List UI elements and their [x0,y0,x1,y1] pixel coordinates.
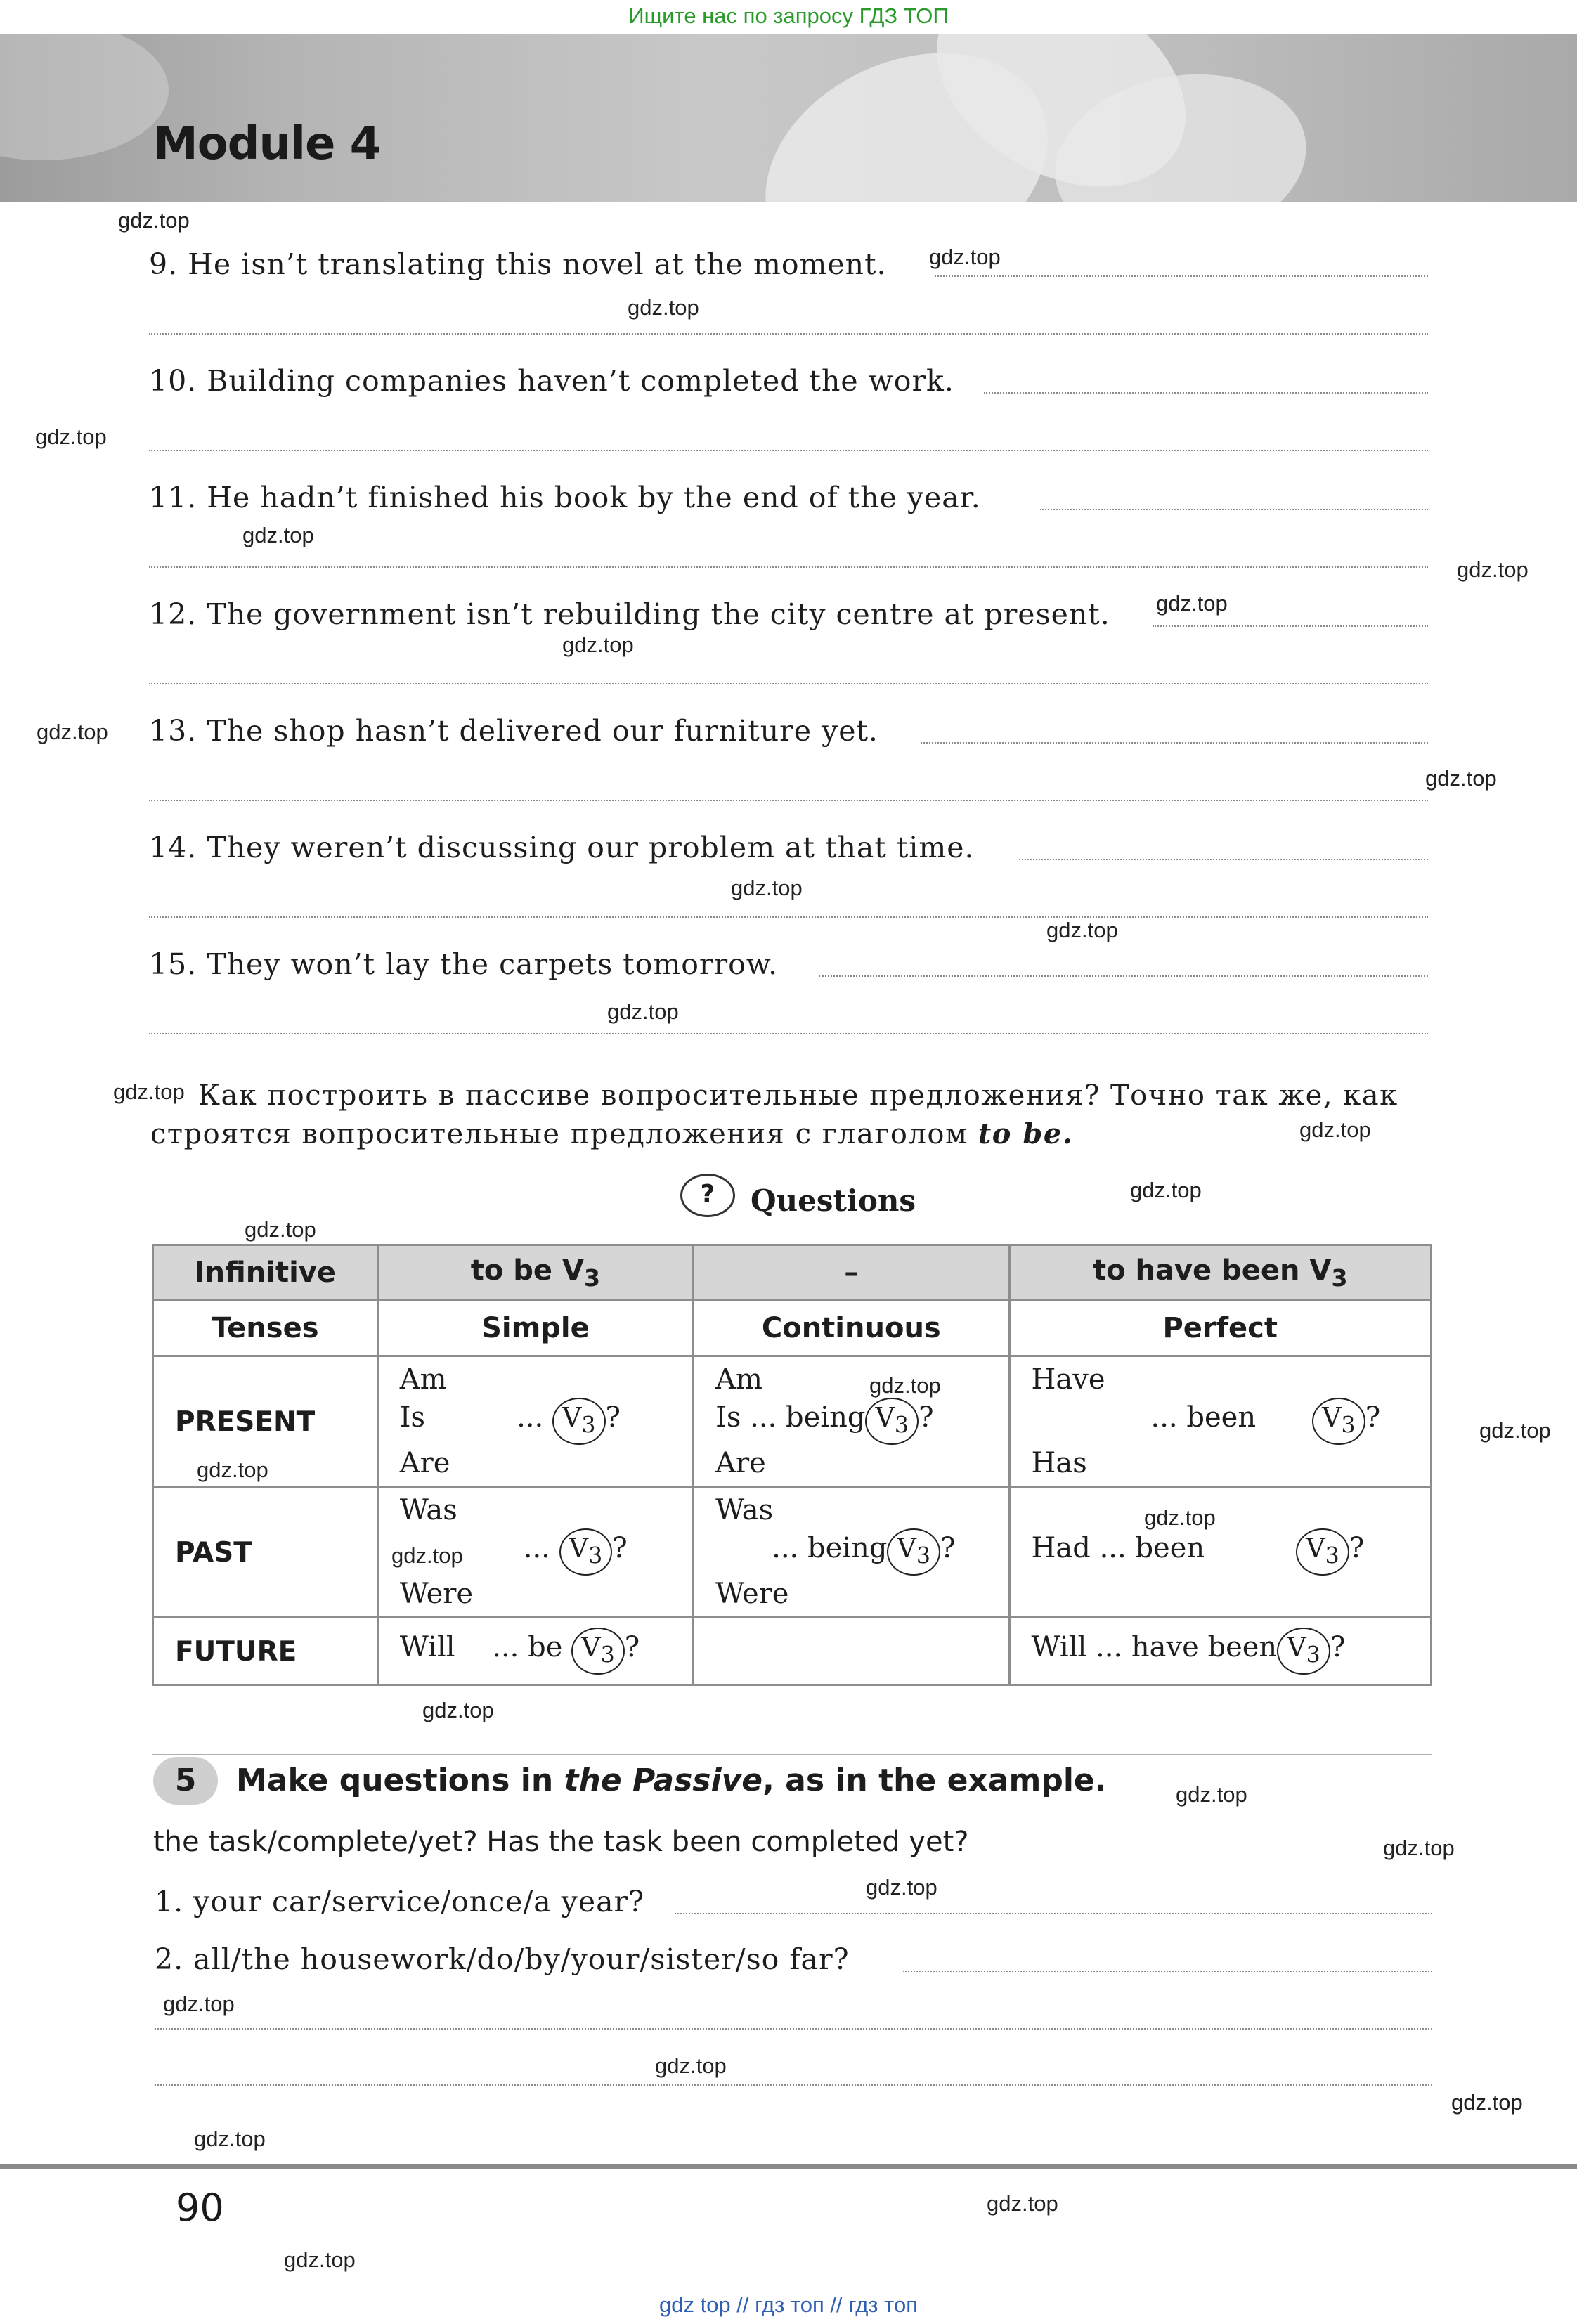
dots: ... [750,1401,777,1434]
question-mark: ? [1349,1531,1365,1564]
subscript: 3 [1331,1264,1348,1292]
table-row [153,1301,1432,1356]
watermark-text: gdz.top [1046,918,1118,942]
table-cell [377,1356,693,1487]
answer-line[interactable] [149,916,1428,918]
dots: ... [1099,1531,1127,1564]
table-header-cell [694,1301,1009,1356]
watermark-text: gdz.top [391,1543,463,1568]
question-mark: ? [1365,1401,1381,1434]
tense-cell [153,1618,378,1685]
dots: ... [1150,1401,1178,1434]
exercise-item: 15. They won’t lay the carpets tomorrow. [149,947,779,981]
page-footer-bar [0,2164,1577,2169]
exercise-item: 12. The government isn’t rebuilding the city centre at present. [149,597,1110,631]
answer-line[interactable] [921,742,1428,744]
table-header-cell [153,1301,378,1356]
table-header-cell [377,1245,693,1301]
answer-line[interactable] [819,975,1428,977]
answer-line[interactable] [155,2084,1432,2086]
answer-line[interactable] [149,450,1428,451]
answer-line[interactable] [903,1971,1432,1972]
dots: ... [772,1531,799,1564]
watermark-text: gdz.top [987,2191,1058,2216]
watermark-text: gdz.top [628,295,699,320]
aux-are: Are [399,1447,450,1480]
table-cell [694,1487,1009,1618]
col-perfect: Perfect [1162,1312,1278,1344]
russian-note-line2 [150,1117,1073,1150]
questions-heading: Questions [751,1183,916,1218]
table-header-cell [1009,1301,1432,1356]
subscript: 3 [581,1413,596,1439]
subscript: 3 [588,1543,603,1569]
v-letter: V [562,1401,582,1433]
v3-circle [1296,1528,1349,1576]
watermark-text: gdz.top [1479,1418,1551,1443]
watermark-text: gdz.top [562,632,634,657]
watermark-text: gdz.top [1299,1117,1371,1142]
watermark-text: gdz.top [1457,557,1529,582]
flower-petal-decoration [0,34,169,160]
table-header-cell [1009,1245,1432,1301]
aux-am: Am [715,1363,762,1396]
aux-will: Will [1031,1630,1087,1663]
v3-circle [559,1528,613,1576]
russian-note-emphasis: to be. [978,1117,1074,1150]
aux-will: Will [399,1630,455,1663]
aux-am: Am [399,1363,447,1396]
v3-circle [571,1628,625,1675]
v-letter: V [581,1631,601,1663]
watermark-text: gdz.top [1425,766,1497,791]
watermark-text: gdz.top [197,1458,268,1482]
subscript: 3 [1306,1642,1320,1668]
table-cell [694,1618,1009,1685]
v-letter: V [1287,1631,1306,1663]
v3-circle [887,1528,940,1576]
table-header-cell [694,1245,1009,1301]
top-banner: Ищите нас по запросу ГДЗ ТОП [0,0,1577,34]
dots: ... [517,1401,544,1434]
answer-line[interactable] [1040,509,1428,510]
v3-circle [865,1398,919,1446]
watermark-text: gdz.top [929,245,1001,269]
watermark-text: gdz.top [1130,1178,1202,1202]
aux-have: Have [1031,1363,1105,1396]
exercise-item: 13. The shop hasn’t delivered our furniture yet. [149,714,878,748]
answer-line[interactable] [1153,625,1428,627]
table-row [153,1356,1432,1487]
exercise-5-example: the task/complete/yet? Has the task been completed yet? [153,1826,969,1858]
infinitive-simple: to be V [470,1254,584,1287]
dots: ... [1096,1630,1123,1663]
exercise-number-badge: 5 [153,1757,218,1805]
watermark-text: gdz.top [1144,1505,1216,1530]
table-cell [1009,1618,1432,1685]
watermark-text: gdz.top [194,2127,266,2151]
subscript: 3 [1341,1413,1356,1439]
table-cell [1009,1356,1432,1487]
answer-line[interactable] [1019,859,1428,860]
be-word: be [528,1630,563,1663]
been-word: been [1135,1531,1205,1564]
v3-circle [1312,1398,1365,1446]
aux-was: Was [715,1493,774,1526]
table-cell [694,1356,1009,1487]
v-letter: V [569,1532,589,1564]
russian-note-text: строятся вопросительные предложения с глаголом [150,1118,978,1150]
table-cell [377,1618,693,1685]
watermark-text: gdz.top [866,1875,937,1900]
v-letter: V [897,1532,916,1564]
v-letter: V [1322,1401,1342,1433]
dots: ... [492,1630,519,1663]
being-word: being [807,1531,888,1564]
subscript: 3 [916,1543,931,1569]
tense-cell [153,1487,378,1618]
answer-line[interactable] [149,333,1428,335]
question-mark: ? [605,1401,621,1434]
tense-past-label: PAST [175,1536,252,1569]
title-part: Make questions in [236,1763,564,1798]
exercise-5-title [236,1763,1106,1798]
exercise-item: 9. He isn’t translating this novel at the moment. [149,247,887,281]
question-mark: ? [940,1531,956,1564]
page-number: 90 [176,2186,224,2230]
aux-had: Had [1031,1531,1091,1564]
answer-line[interactable] [149,1033,1428,1034]
question-mark: ? [612,1531,628,1564]
col-simple: Simple [481,1312,590,1344]
exercise-item: 10. Building companies haven’t completed the work. [149,364,954,398]
passive-questions-table [152,1244,1432,1686]
watermark-text: gdz.top [607,999,679,1024]
v-letter: V [1306,1532,1325,1564]
aux-is: Is [399,1401,426,1434]
question-mark: ? [1330,1630,1346,1663]
answer-line[interactable] [675,1913,1432,1914]
russian-note-line1: Как построить в пассиве вопросительные предложения? Точно так же, как [198,1079,1398,1112]
watermark-text: gdz.top [1383,1836,1455,1860]
table-header-cell [377,1301,693,1356]
exercise-item: 14. They weren’t discussing our problem at that time. [149,831,975,864]
exercise-item: 2. all/the housework/do/by/your/sister/so far? [155,1942,850,1976]
subscript: 3 [1325,1543,1339,1569]
question-mark-icon: ? [680,1174,735,1217]
watermark-text: gdz.top [869,1373,941,1398]
answer-line[interactable] [149,566,1428,568]
watermark-text: gdz.top [242,523,314,547]
been-word: been [1186,1401,1257,1434]
watermark-text: gdz.top [118,208,190,233]
answer-line[interactable] [149,683,1428,684]
aux-is: Is [715,1401,741,1434]
watermark-text: gdz.top [284,2247,356,2272]
answer-line[interactable] [935,275,1428,277]
aux-were: Were [399,1578,474,1611]
col-continuous: Continuous [761,1312,941,1344]
module-title: Module 4 [153,118,381,170]
tense-present-label: PRESENT [175,1406,316,1438]
tense-future-label: FUTURE [175,1635,297,1668]
tenses-label: Tenses [212,1312,319,1344]
v3-circle [1277,1628,1330,1675]
title-emphasis: the Passive [564,1763,763,1798]
watermark-text: gdz.top [37,720,108,744]
watermark-text: gdz.top [113,1079,185,1104]
watermark-text: gdz.top [1156,591,1228,616]
answer-line[interactable] [149,800,1428,801]
table-cell [1009,1487,1432,1618]
exercise-item: 11. He hadn’t finished his book by the end of the year. [149,481,981,514]
title-part: , as in the example. [762,1763,1107,1798]
table-row [153,1245,1432,1301]
section-divider [152,1754,1432,1755]
table-row [153,1487,1432,1618]
watermark-text: gdz.top [731,876,803,900]
aux-was: Was [399,1493,457,1526]
infinitive-continuous: – [844,1257,859,1289]
watermark-text: gdz.top [35,424,107,449]
watermark-text: gdz.top [1176,1782,1247,1807]
infinitive-label: Infinitive [194,1257,336,1289]
subscript: 3 [894,1413,909,1439]
table-header-cell [153,1245,378,1301]
answer-line[interactable] [155,2028,1432,2030]
v3-circle [552,1398,606,1446]
footer-links[interactable]: gdz top // гдз топ // гдз топ [658,2292,918,2317]
v-letter: V [875,1401,895,1433]
answer-line[interactable] [984,392,1428,394]
watermark-text: gdz.top [245,1217,316,1242]
dots: ... [523,1531,550,1564]
watermark-text: gdz.top [163,1992,235,2016]
aux-are: Are [715,1447,766,1480]
exercise-item: 1. your car/service/once/a year? [155,1885,645,1919]
aux-has: Has [1031,1447,1087,1480]
being-word: being [786,1401,866,1434]
question-mark: ? [919,1401,934,1434]
have-been-words: have been [1131,1630,1278,1663]
subscript: 3 [600,1642,615,1668]
table-row [153,1618,1432,1685]
watermark-text: gdz.top [1451,2090,1523,2115]
watermark-text: gdz.top [655,2053,727,2078]
question-mark: ? [624,1630,640,1663]
aux-were: Were [715,1578,789,1611]
watermark-text: gdz.top [422,1698,494,1722]
infinitive-perfect: to have been V [1092,1254,1332,1287]
subscript: 3 [583,1264,601,1292]
